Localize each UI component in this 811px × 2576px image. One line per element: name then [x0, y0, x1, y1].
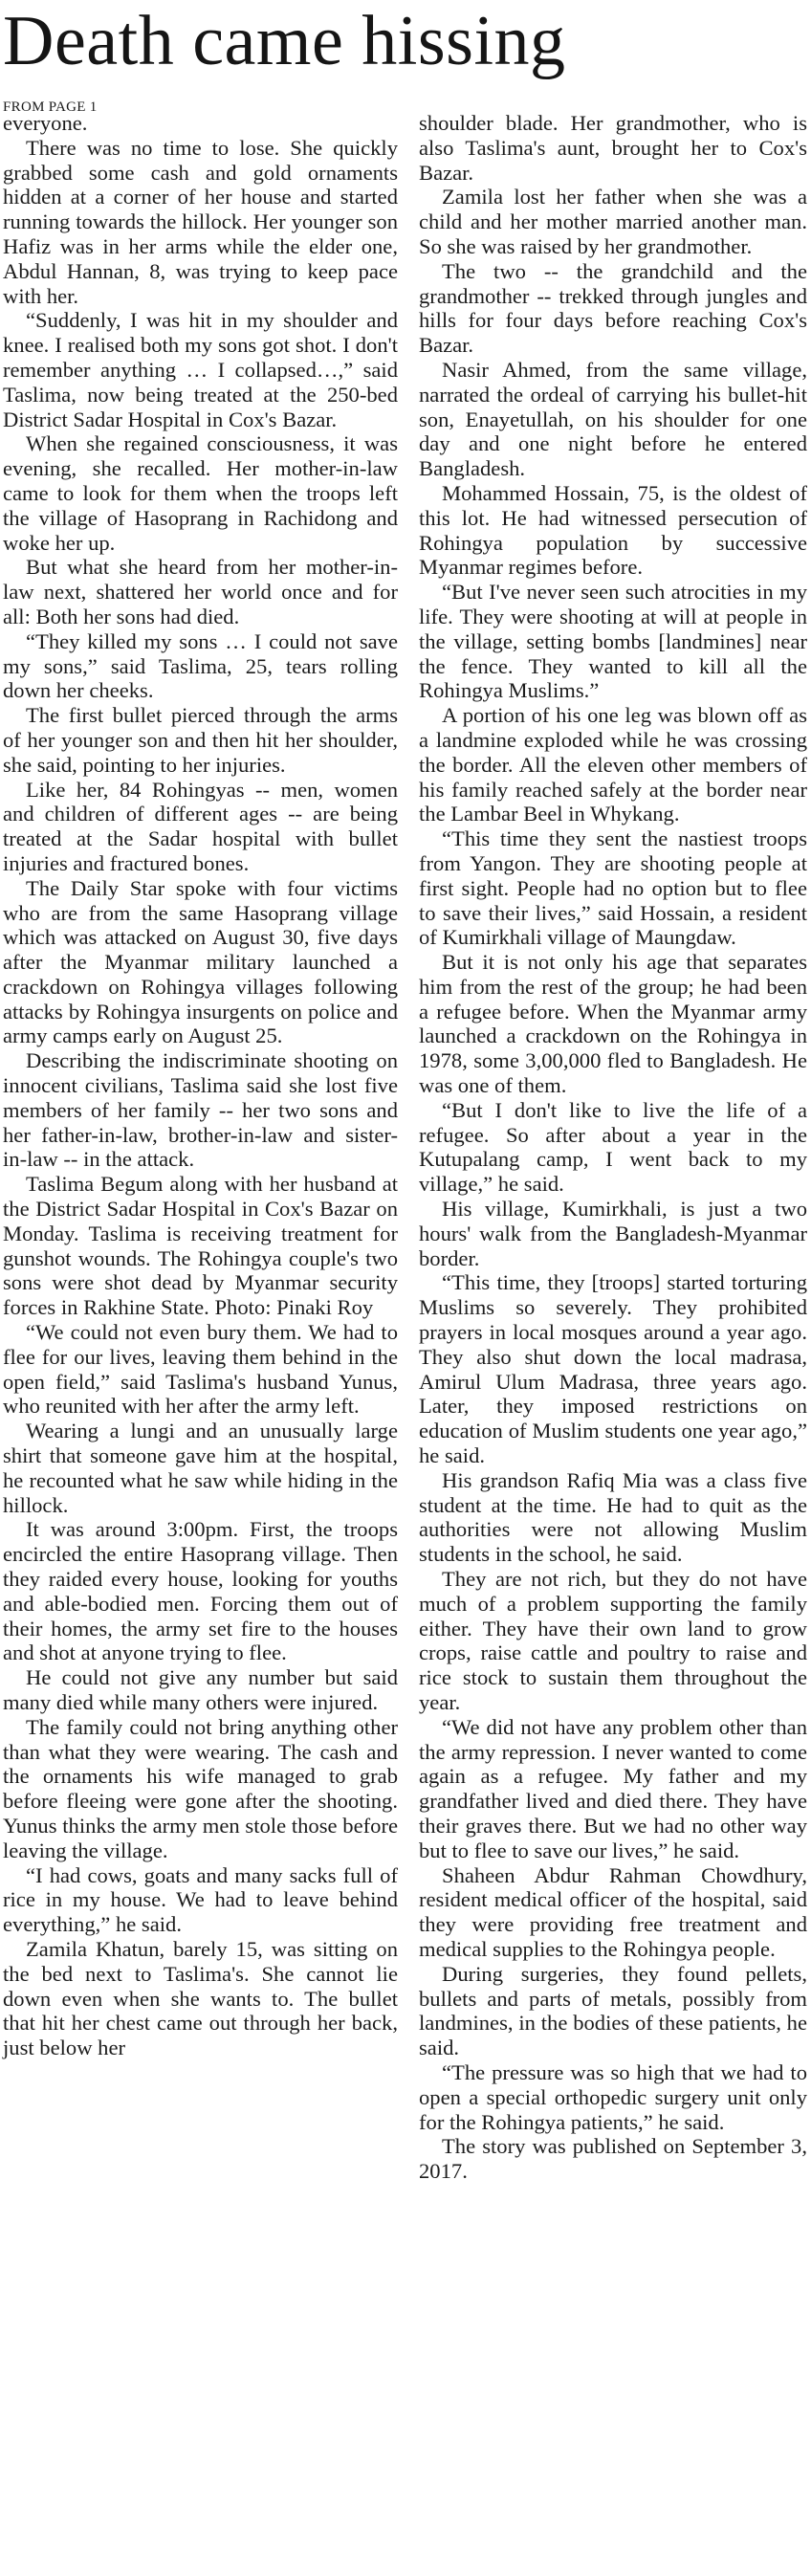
article-column-left	[3, 111, 398, 2060]
photo-caption: Taslima Begum along with her husband at the District Sadar Hospital in Cox's Bazar on Monday. Taslima is receiving treatment for gunshot wounds. The Rohingya couple's two sons were shot dead by Myanmar security forces in Rakhine State. Photo: Pinaki Roy	[3, 1172, 398, 1320]
paragraph: “This time they sent the nastiest troops from Yangon. They are shooting people at first sight. People had no option but to flee to save their lives,” said Hossain, a resident of Kumirkhali village of Maungdaw.	[419, 826, 807, 950]
paragraph: “But I've never seen such atrocities in my life. They were shooting at will at people in the village, setting bombs [landmines] near the fence. They wanted to kill all the Rohingya Muslims.”	[419, 580, 807, 703]
paragraph: A portion of his one leg was blown off as a landmine exploded while he was crossing the border. All the eleven other members of his family reached safely at the border near the Lambar Beel in Whykang.	[419, 703, 807, 826]
paragraph: Shaheen Abdur Rahman Chowdhury, resident medical officer of the hospital, said they were providing free treatment and medical supplies to the Rohingya people.	[419, 1862, 807, 1961]
paragraph: The Daily Star spoke with four victims who are from the same Hasoprang village which was attacked on August 30, five days after the Myanmar military launched a crackdown on Rohingya villages following attacks by Rohingya insurgents on police and army camps early on August 25.	[3, 875, 398, 1048]
paragraph: Like her, 84 Rohingyas -- men, women and children of different ages -- are being treated at the Sadar hospital with bullet injuries and fractured bones.	[3, 777, 398, 875]
paragraph: They are not rich, but they do not have much of a problem supporting the family either. They have their own land to grow crops, raise cattle and poultry to raise and rice stock to sustain them throughout the year.	[419, 1567, 807, 1714]
paragraph: “The pressure was so high that we had to open a special orthopedic surgery unit only for the Rohingya patients,” he said.	[419, 2059, 807, 2134]
continuation-label: FROM PAGE 1	[3, 99, 98, 115]
article-column-right	[419, 111, 807, 2184]
paragraph: “We could not even bury them. We had to flee for our lives, leaving them behind in the open field,” said Taslima's husband Yunus, who reunited with her after the army left.	[3, 1320, 398, 1419]
paragraph: His village, Kumirkhali, is just a two hours' walk from the Bangladesh-Myanmar border.	[419, 1197, 807, 1270]
publication-note: The story was published on September 3, 2017.	[419, 2134, 807, 2184]
paragraph: Nasir Ahmed, from the same village, narrated the ordeal of carrying his bullet-hit son, Enayetullah, on his shoulder for one day and one night before he entered Bangladesh.	[419, 357, 807, 481]
paragraph: “They killed my sons … I could not save my sons,” said Taslima, 25, tears rolling down her cheeks.	[3, 628, 398, 703]
paragraph: “But I don't like to live the life of a refugee. So after about a year in the Kutupalang camp, I went back to my village,” he said.	[419, 1097, 807, 1197]
paragraph: “We did not have any problem other than the army repression. I never wanted to come again as a refugee. My father and my grandfather lived and died there. They have their graves there. But we had no other way but to flee to save our lives,” he said.	[419, 1714, 807, 1862]
paragraph: Mohammed Hossain, 75, is the oldest of this lot. He had witnessed persecution of Rohingya population by successive Myanmar regimes before.	[419, 480, 807, 580]
paragraph: But what she heard from her mother-in-law next, shattered her world once and for all: Both her sons had died.	[3, 555, 398, 628]
paragraph: Zamila lost her father when she was a child and her mother married another man. So she was raised by her grandmother.	[419, 185, 807, 258]
paragraph: Zamila Khatun, barely 15, was sitting on the bed next to Taslima's. She cannot lie down even when she wants to. The bullet that hit her chest came out through her back, just below her	[3, 1936, 398, 2060]
paragraph: everyone.	[3, 111, 88, 135]
paragraph: The family could not bring anything other than what they were wearing. The cash and the ornaments his wife managed to grab before fleeing were gone after the shooting. Yunus thinks the army men stole those before leaving the village.	[3, 1714, 398, 1862]
paragraph: The first bullet pierced through the arms of her younger son and then hit her shoulder, she said, pointing to her injuries.	[3, 703, 398, 777]
paragraph: “I had cows, goats and many sacks full of rice in my house. We had to leave behind everything,” he said.	[3, 1862, 398, 1937]
paragraph: He could not give any number but said many died while many others were injured.	[3, 1665, 398, 1714]
paragraph: shoulder blade. Her grandmother, who is also Taslima's aunt, brought her to Cox's Bazar.	[419, 111, 807, 185]
paragraph: Describing the indiscriminate shooting on innocent civilians, Taslima said she lost five members of her family -- her two sons and her father-in-law, brother-in-law and sister-in-law -- in the attack.	[3, 1048, 398, 1172]
headline: Death came hissing	[3, 2, 566, 80]
paragraph: Wearing a lungi and an unusually large shirt that someone gave him at the hospital, he recounted what he saw while hiding in the hillock.	[3, 1419, 398, 1517]
paragraph: It was around 3:00pm. First, the troops encircled the entire Hasoprang village. Then they raided every house, looking for youths and able-bodied men. Forcing them out of their homes, the army set fire to the houses and shot at anyone trying to flee.	[3, 1517, 398, 1665]
paragraph: “Suddenly, I was hit in my shoulder and knee. I realised both my sons got shot. I don't remember anything … I collapsed…,” said Taslima, now being treated at the 250-bed District Sadar Hospital in Cox's Bazar.	[3, 308, 398, 431]
paragraph: But it is not only his age that separates him from the rest of the group; he had been a refugee before. When the Myanmar army launched a crackdown on the Rohingya in 1978, some 3,00,000 fled to Bangladesh. He was one of them.	[419, 950, 807, 1098]
paragraph: When she regained consciousness, it was evening, she recalled. Her mother-in-law came to look for them when the troops left the village of Hasoprang in Rachidong and woke her up.	[3, 431, 398, 555]
paragraph: There was no time to lose. She quickly grabbed some cash and gold ornaments hidden at a corner of her house and started running towards the hillock. Her younger son Hafiz was in her arms while the elder one, Abdul Hannan, 8, was trying to keep pace with her.	[3, 135, 398, 308]
paragraph: “This time, they [troops] started torturing Muslims so severely. They prohibited prayers in local mosques around a year ago. They also shut down the local madrasa, Amirul Ulum Madrasa, three years ago. Later, they imposed restrictions on education of Muslim students one year ago,” he said.	[419, 1270, 807, 1468]
paragraph: The two -- the grandchild and the grandmother -- trekked through jungles and hills for four days before reaching Cox's Bazar.	[419, 258, 807, 358]
paragraph: His grandson Rafiq Mia was a class five student at the time. He had to quit as the authorities were not allowing Muslim students in the school, he said.	[419, 1467, 807, 1567]
paragraph: During surgeries, they found pellets, bullets and parts of metals, possibly from landmines, in the bodies of these patients, he said.	[419, 1961, 807, 2060]
